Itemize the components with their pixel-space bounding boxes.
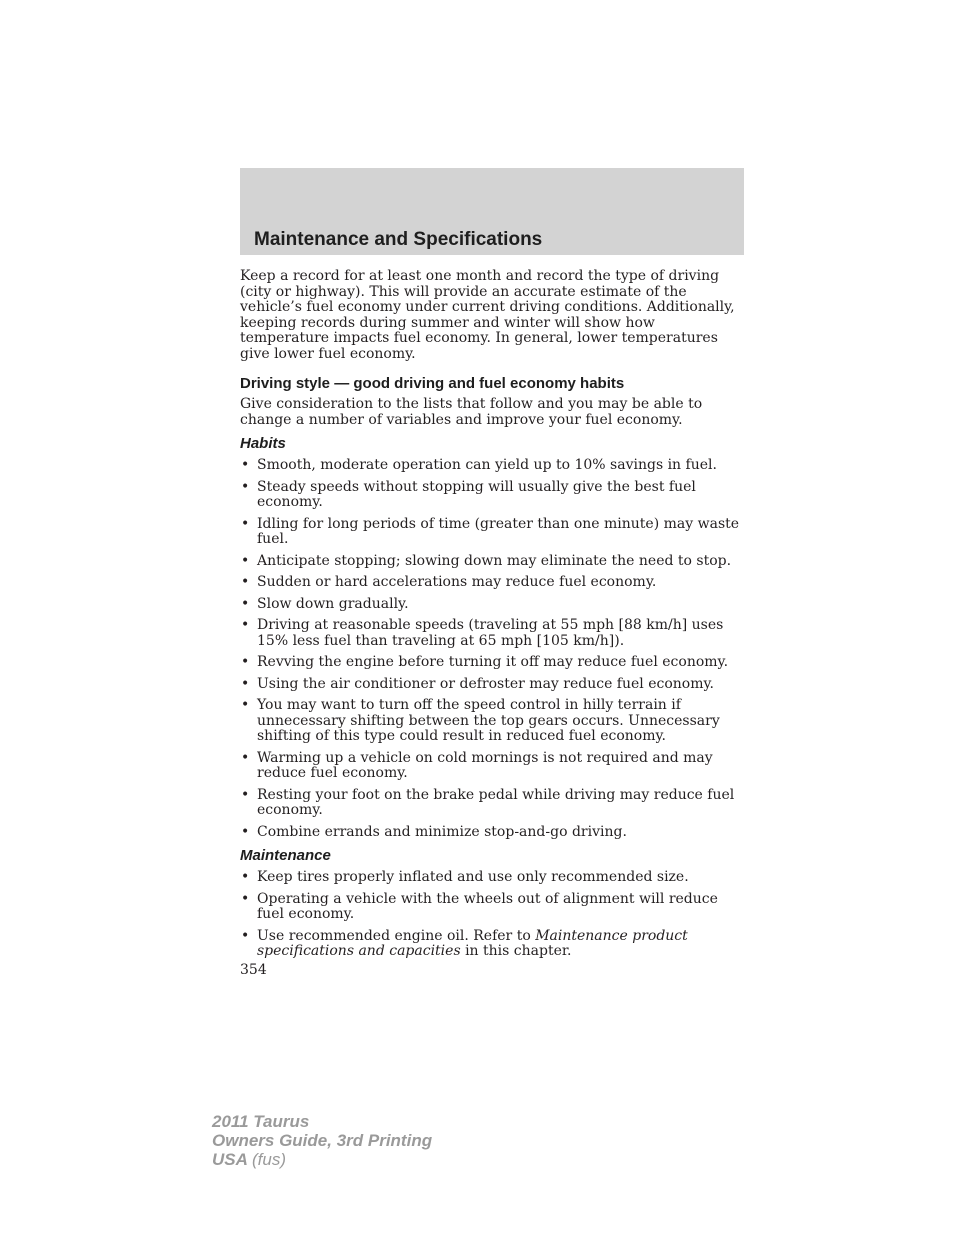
footer-region-code: (fus) (252, 1150, 286, 1169)
list-item-text: Operating a vehicle with the wheels out of alignment will reduce fuel economy. (257, 890, 718, 922)
oil-item-suffix: in this chapter. (460, 943, 572, 959)
list-item (240, 677, 746, 693)
list-item (240, 698, 746, 745)
driving-style-paragraph: Give consideration to the lists that follow and you may be able to change a number of variables and improve your fuel economy. (240, 396, 703, 428)
maintenance-list (240, 870, 746, 960)
list-item-text: Driving at reasonable speeds (traveling at 55 mph [88 km/h] uses 15% less fuel than traveling at 65 mph [105 km/h]). (257, 617, 724, 649)
footer-region (212, 1150, 432, 1169)
list-item (240, 597, 746, 613)
bullet-icon: • (241, 654, 250, 670)
bullet-icon: • (241, 697, 250, 713)
list-item-text: Revving the engine before turning it off may reduce fuel economy. (257, 654, 729, 670)
habits-list (240, 458, 746, 840)
bullet-icon: • (241, 927, 250, 944)
list-item (240, 655, 746, 671)
page-content (240, 269, 746, 978)
list-item (240, 618, 746, 649)
bullet-icon: • (241, 823, 250, 840)
list-item-text: Combine errands and minimize stop-and-go driving. (257, 823, 627, 840)
bullet-icon: • (241, 890, 250, 907)
list-item (240, 825, 746, 841)
section-title: Maintenance and Specifications (254, 229, 543, 250)
list-item-text: You may want to turn off the speed control in hilly terrain if unnecessary shifting between the top gears occurs. Unnecessary shifting of this type could result in reduced fuel economy. (257, 697, 720, 744)
oil-item-prefix: Use recommended engine oil. Refer to (257, 927, 536, 944)
list-item-text: Warming up a vehicle on cold mornings is not required and may reduce fuel economy. (257, 749, 713, 781)
bullet-icon: • (241, 786, 250, 803)
chapter-cross-reference: Maintenance product specifications and capacities (257, 927, 688, 959)
bullet-icon: • (241, 617, 250, 633)
bullet-icon: • (241, 478, 250, 495)
intro-paragraph: Keep a record for at least one month and record the type of driving (city or highway). This will provide an accurate estimate of the vehicle’s fuel economy under current driving conditions. Additionally, keeping records during summer and winter will show how temperature impacts fuel economy. In general, lower temperatures give lower fuel economy. (240, 268, 735, 362)
bullet-icon: • (241, 869, 250, 885)
list-item (240, 517, 746, 548)
bullet-icon: • (241, 595, 250, 612)
page-number: 354 (240, 961, 267, 978)
list-item-text: Slow down gradually. (257, 595, 409, 612)
list-item-text: Resting your foot on the brake pedal while driving may reduce fuel economy. (257, 786, 735, 818)
document-footer (212, 1112, 432, 1169)
bullet-icon: • (241, 675, 250, 692)
list-item (240, 929, 746, 960)
list-item-text: Steady speeds without stopping will usually give the best fuel economy. (257, 478, 696, 510)
bullet-icon: • (241, 574, 250, 590)
list-item (240, 892, 746, 923)
list-item (240, 575, 746, 591)
footer-model: 2011 Taurus (212, 1112, 310, 1131)
list-item-text: Idling for long periods of time (greater than one minute) may waste fuel. (257, 515, 740, 547)
list-item (240, 480, 746, 511)
list-item-text: Keep tires properly inflated and use only recommended size. (257, 869, 689, 885)
list-item (240, 554, 746, 570)
driving-style-heading: Driving style — good driving and fuel economy habits (240, 375, 625, 392)
list-item-text: Sudden or hard accelerations may reduce fuel economy. (257, 574, 657, 590)
habits-heading: Habits (240, 435, 286, 452)
list-item (240, 751, 746, 782)
bullet-icon: • (241, 552, 250, 569)
list-item-text: Using the air conditioner or defroster may reduce fuel economy. (257, 675, 714, 692)
footer-region-name: USA (212, 1150, 248, 1169)
bullet-icon: • (241, 457, 250, 473)
bullet-icon: • (241, 749, 250, 766)
footer-guide-edition: Owners Guide, 3rd Printing (212, 1131, 433, 1150)
list-item (240, 870, 746, 886)
list-item-text: Anticipate stopping; slowing down may eliminate the need to stop. (257, 552, 732, 569)
list-item (240, 788, 746, 819)
section-header-band (240, 168, 744, 255)
bullet-icon: • (241, 515, 250, 532)
list-item (240, 458, 746, 474)
list-item-text: Smooth, moderate operation can yield up to 10% savings in fuel. (257, 457, 717, 473)
maintenance-heading: Maintenance (240, 847, 331, 864)
